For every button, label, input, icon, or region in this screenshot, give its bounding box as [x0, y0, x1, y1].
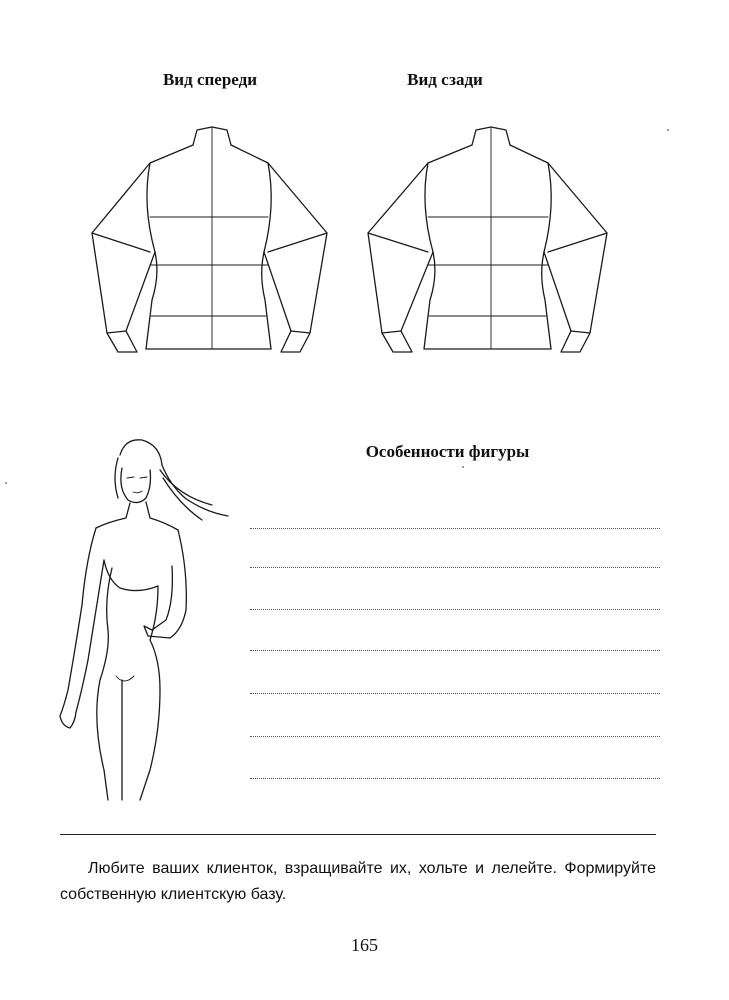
front-view-title: Вид спереди: [162, 70, 258, 89]
figure-features-title: Особенности фигуры: [365, 442, 530, 461]
scan-speck: [5, 482, 7, 484]
footer-tip: Любите ваших клиенток, взращивайте их, хольте и лелейте. Формируйте собственную клиентскую базу.: [60, 860, 656, 903]
footer-rule: [60, 834, 656, 835]
back-view-title: Вид сзади: [407, 70, 483, 89]
scan-speck: [462, 466, 464, 468]
figure-illustration: [60, 440, 228, 800]
scan-speck: [667, 129, 669, 131]
note-line[interactable]: [250, 693, 660, 694]
note-line[interactable]: [250, 609, 660, 610]
note-line[interactable]: [250, 528, 660, 529]
back-jacket: [368, 127, 607, 352]
note-line[interactable]: [250, 567, 660, 568]
note-line[interactable]: [250, 650, 660, 651]
page-number: 165: [351, 935, 378, 955]
note-line[interactable]: [250, 736, 660, 737]
note-line[interactable]: [250, 778, 660, 779]
front-jacket: [92, 127, 327, 352]
